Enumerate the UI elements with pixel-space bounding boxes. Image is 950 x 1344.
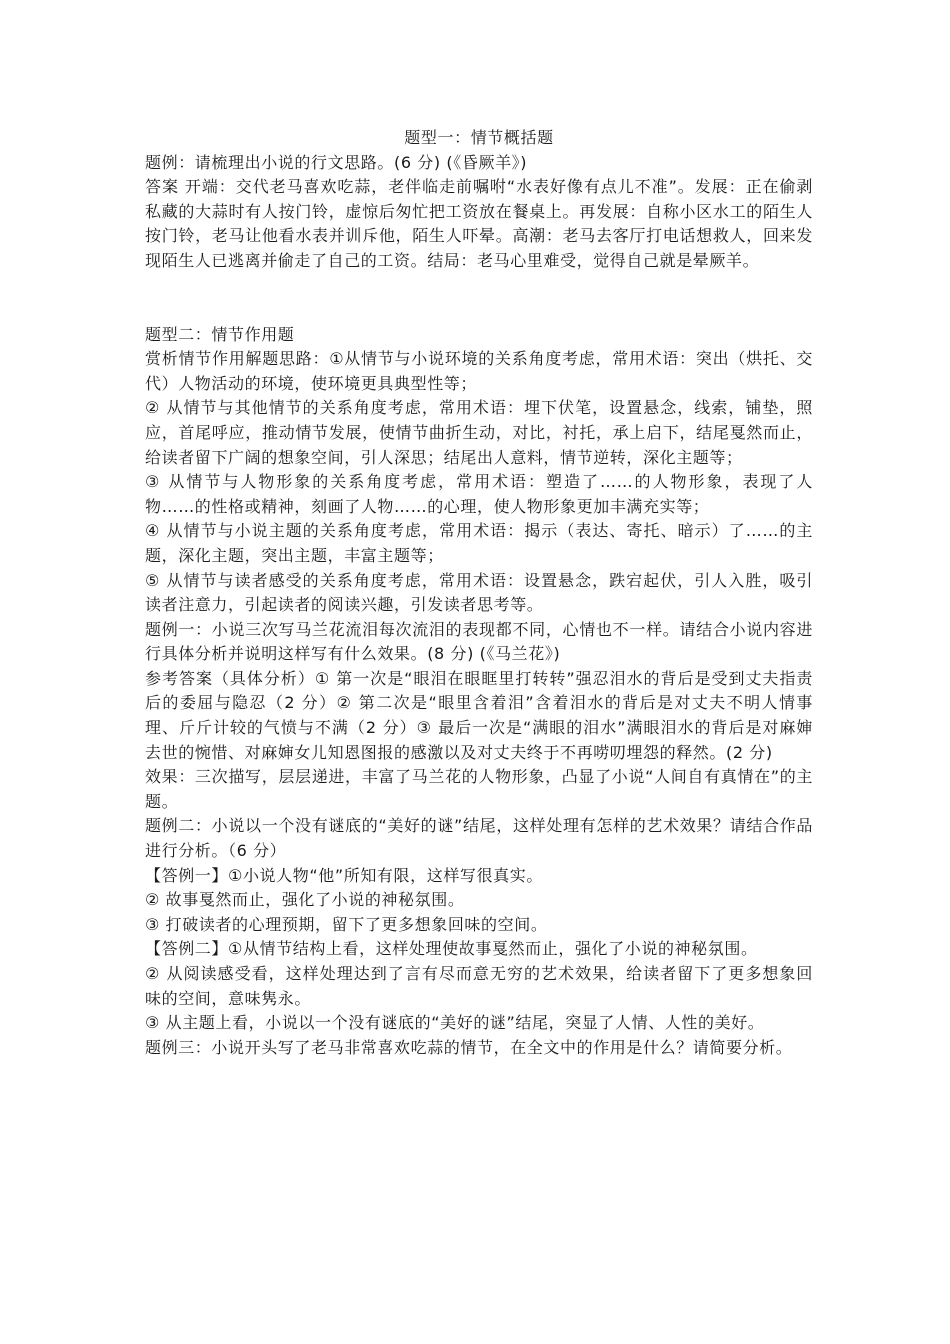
answer-example-2-point-1: 【答例二】①从情节结构上看，这样处理使故事戛然而止，强化了小说的神秘氛围。 <box>145 939 758 959</box>
example-3-question: 题例三：小说开头写了老马非常喜欢吃蒜的情节，在全文中的作用是什么？请简要分析。 <box>145 1037 793 1057</box>
answer-example-2-point-3: ③ 从主题上看，小说以一个没有谜底的“美好的谜”结尾，突显了人情、人性的美好。 <box>145 1013 765 1033</box>
example-2-question: 题例二：小说以一个没有谜底的“美好的谜”结尾，这样处理有怎样的艺术效果？请结合作品进行分析。（6 分） <box>145 816 813 861</box>
method-point-4: ④ 从情节与小说主题的关系角度考虑，常用术语：揭示（表达、寄托、暗示）了……的主题，深化主题，突出主题，丰富主题等； <box>145 521 813 565</box>
method-intro-paragraph: 赏析情节作用解题思路：①从情节与小说环境的关系角度考虑，常用术语：突出（烘托、交代）人物活动的环境，使环境更具典型性等； <box>145 349 813 393</box>
example-1-question: 题例一：小说三次写马兰花流泪每次流泪的表现都不同，心情也不一样。请结合小说内容进行具体分析并说明这样写有什么效果。(8 分) (《马兰花》) <box>145 619 813 664</box>
section1-question: 题例：请梳理出小说的行文思路。(6 分) (《昏厥羊》) <box>145 152 528 172</box>
document-page <box>145 126 813 1060</box>
method-point-3: ③ 从情节与人物形象的关系角度考虑，常用术语：塑造了……的人物形象，表现了人物……的性格或精神，刻画了人物……的心理，使人物形象更加丰满充实等； <box>145 472 813 516</box>
answer-example-1-point-1: 【答例一】①小说人物“他”所知有限，这样写很真实。 <box>145 865 543 885</box>
method-point-2: ② 从情节与其他情节的关系角度考虑，常用术语：埋下伏笔，设置悬念，线索，铺垫，照应，首尾呼应，推动情节发展，使情节曲折生动，对比，衬托，承上启下，结尾戛然而止，给读者留下广阔的想象空间，引人深思；结尾出人意料，情节逆转，深化主题等； <box>145 398 813 467</box>
example-1-answer: 参考答案（具体分析）① 第一次是“眼泪在眼眶里打转转”强忍泪水的背后是受到丈夫指责后的委屈与隐忍（2 分）② 第二次是“眼里含着泪”含着泪水的背后是对丈夫不明人情事理、斤斤计较的气愤与不满（2 分）③ 最后一次是“满眼的泪水”满眼泪水的背后是对麻婶去世的惋惜、对麻婶女儿知恩图报的感激以及对丈夫终于不再唠叨埋怨的释然。(2 分) <box>145 668 813 762</box>
section1-answer: 答案 开端：交代老马喜欢吃蒜，老伴临走前嘱咐“水表好像有点儿不准”。发展：正在偷剥私藏的大蒜时有人按门铃，虚惊后匆忙把工资放在餐桌上。再发展：自称小区水工的陌生人按门铃，老马让他看水表并训斥他，陌生人吓晕。高潮：老马去客厅打电话想救人，回来发现陌生人已逃离并偷走了自己的工资。结局：老马心里难受，觉得自己就是晕厥羊。 <box>145 177 813 270</box>
answer-example-1-point-3: ③ 打破读者的心理预期，留下了更多想象回味的空间。 <box>145 914 548 934</box>
section1-title: 题型一：情节概括题 <box>404 128 554 147</box>
section-gap <box>145 274 813 323</box>
method-point-5: ⑤ 从情节与读者感受的关系角度考虑，常用术语：设置悬念，跌宕起伏，引人入胜，吸引读者注意力，引起读者的阅读兴趣，引发读者思考等。 <box>145 570 813 615</box>
answer-example-1-point-2: ② 故事戛然而止，强化了小说的神秘氛围。 <box>145 890 465 910</box>
section2-title: 题型二：情节作用题 <box>145 324 295 344</box>
answer-example-2-point-2: ② 从阅读感受看，这样处理达到了言有尽而意无穷的艺术效果，给读者留下了更多想象回味的空间，意味隽永。 <box>145 964 813 1008</box>
example-1-effect: 效果：三次描写，层层递进，丰富了马兰花的人物形象，凸显了小说“人间自有真情在”的主题。 <box>145 767 813 811</box>
